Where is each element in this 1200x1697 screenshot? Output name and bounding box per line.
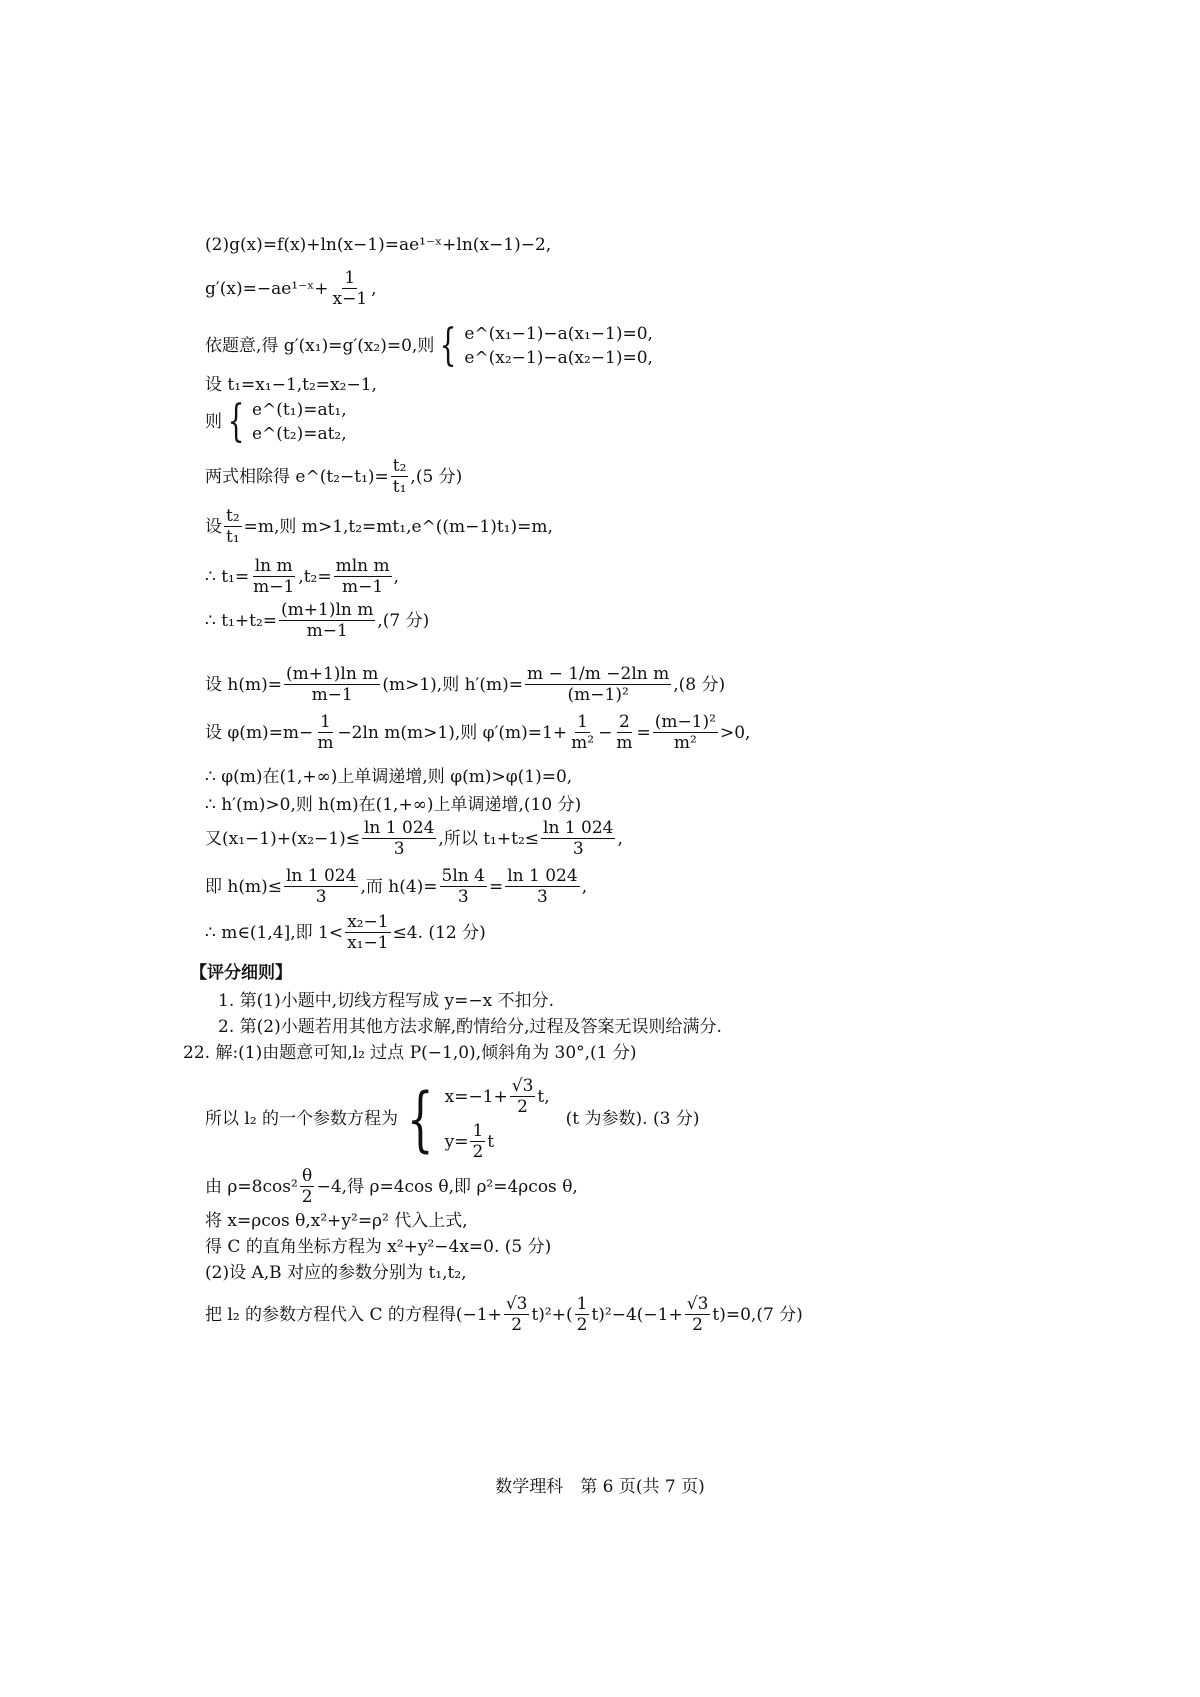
text: t, xyxy=(537,1086,550,1107)
fraction xyxy=(251,556,296,597)
numerator: ln 1 024 xyxy=(543,818,614,838)
line-phi-definition xyxy=(205,712,750,753)
text: t xyxy=(487,1131,495,1152)
scoring-rule-2: 2. 第(2)小题若用其他方法求解,酌情给分,过程及答案无误则给满分. xyxy=(218,1017,722,1037)
numerator: √3 xyxy=(505,1294,528,1314)
denominator: 2 xyxy=(511,1315,523,1335)
line-t-sum xyxy=(205,600,429,641)
line-parametric-equation xyxy=(205,1076,699,1162)
numerator: ln 1 024 xyxy=(285,866,357,886)
denominator: m−1 xyxy=(342,577,384,597)
line-cartesian-equation: 得 C 的直角坐标方程为 x²+y²−4x=0. (5 分) xyxy=(205,1237,552,1257)
denominator: t₁ xyxy=(226,527,240,547)
fraction xyxy=(334,556,392,597)
numerator: ln 1 024 xyxy=(507,866,578,886)
numerator: t₂ xyxy=(392,456,407,476)
line-substitution: 设 t₁=x₁−1,t₂=x₂−1, xyxy=(205,375,377,395)
text: x=−1+ xyxy=(444,1086,508,1107)
text: 设 h(m)= xyxy=(205,674,282,695)
text: ∴ t₁= xyxy=(205,566,250,587)
numerator: 2 xyxy=(618,712,630,732)
text: 则 xyxy=(205,412,222,432)
equation-system xyxy=(252,398,347,446)
numerator: √3 xyxy=(511,1076,534,1096)
numerator: √3 xyxy=(686,1294,709,1314)
fraction xyxy=(331,268,370,309)
text: ∴ t₁+t₂= xyxy=(205,610,278,631)
denominator: m−1 xyxy=(306,621,348,641)
left-brace-icon: { xyxy=(439,320,457,371)
denominator: 3 xyxy=(315,887,327,907)
text: (t 为参数). (3 分) xyxy=(565,1109,700,1129)
denominator: 2 xyxy=(472,1142,484,1162)
numerator: 5ln 4 xyxy=(441,866,485,886)
numerator: 1 xyxy=(344,268,356,288)
text: y= xyxy=(444,1131,469,1152)
fraction xyxy=(525,664,671,705)
text: ,t₂= xyxy=(298,566,332,587)
fraction xyxy=(391,456,409,497)
equation xyxy=(445,1121,550,1162)
numerator: mln m xyxy=(335,556,390,576)
text: 设 φ(m)=m− xyxy=(205,722,314,743)
fraction xyxy=(653,712,718,753)
denominator: m xyxy=(317,733,334,753)
text: ≤4. (12 分) xyxy=(392,922,486,943)
text: 由 ρ=8cos² xyxy=(205,1176,298,1197)
equation: e^(t₂)=at₂, xyxy=(252,424,347,444)
text: =m,则 m>1,t₂=mt₁,e^((m−1)t₁)=m, xyxy=(243,516,553,537)
equation xyxy=(445,1076,550,1117)
line-h-increasing: ∴ h′(m)>0,则 h(m)在(1,+∞)上单调递增,(10 分) xyxy=(205,795,582,815)
line-part-2: (2)设 A,B 对应的参数分别为 t₁,t₂, xyxy=(205,1263,467,1283)
left-brace-icon: { xyxy=(227,396,245,447)
fraction xyxy=(575,1294,590,1335)
text: ,而 h(4)= xyxy=(360,876,438,897)
line-h-definition xyxy=(205,664,725,705)
equation: e^(x₁−1)−a(x₁−1)=0, xyxy=(464,324,653,344)
text: , xyxy=(581,876,588,897)
line-divide xyxy=(205,456,462,497)
line-phi-increasing: ∴ φ(m)在(1,+∞)上单调递增,则 φ(m)>φ(1)=0, xyxy=(205,767,573,787)
fraction xyxy=(345,912,390,953)
denominator: 3 xyxy=(393,839,405,859)
denominator: 2 xyxy=(301,1187,313,1207)
fraction xyxy=(284,664,380,705)
fraction xyxy=(505,866,579,907)
line-substitution-final xyxy=(205,1294,803,1335)
scoring-rule-1: 1. 第(1)小题中,切线方程写成 y=−x 不扣分. xyxy=(218,991,554,1011)
numerator: ln m xyxy=(254,556,293,576)
numerator: (m+1)ln m xyxy=(285,664,379,684)
fraction xyxy=(315,712,335,753)
numerator: (m−1)² xyxy=(654,712,716,732)
denominator: 3 xyxy=(457,887,469,907)
numerator: ln 1 024 xyxy=(363,818,435,838)
line-t-system xyxy=(205,398,347,446)
denominator: x−1 xyxy=(332,289,368,309)
numerator: 1 xyxy=(576,1294,588,1314)
denominator: (m−1)² xyxy=(567,685,629,705)
numerator: x₂−1 xyxy=(347,912,389,932)
text: 两式相除得 e^(t₂−t₁)= xyxy=(205,466,389,487)
fraction xyxy=(284,866,358,907)
question-22-part-1: 22. 解:(1)由题意可知,l₂ 过点 P(−1,0),倾斜角为 30°,(1 分) xyxy=(183,1043,637,1063)
text: −4,得 ρ=4cos θ,即 ρ²=4ρcos θ, xyxy=(316,1176,578,1197)
text: t)²+( xyxy=(531,1304,573,1325)
numerator: (m+1)ln m xyxy=(281,600,374,620)
denominator: m xyxy=(616,733,633,753)
line-g-definition: (2)g(x)=f(x)+ln(x−1)=ae¹⁻ˣ+ln(x−1)−2, xyxy=(205,235,552,255)
line-polar-equation xyxy=(205,1166,578,1207)
text: = xyxy=(488,876,504,897)
text: 所以 l₂ 的一个参数方程为 xyxy=(205,1109,399,1129)
fraction xyxy=(440,866,487,907)
left-brace-icon: { xyxy=(406,1078,434,1160)
text: t)²−4(−1+ xyxy=(591,1304,683,1325)
equation: e^(t₁)=at₁, xyxy=(252,400,347,420)
line-t-values xyxy=(205,556,399,597)
line-conclusion xyxy=(205,912,486,953)
text: 即 h(m)≤ xyxy=(205,876,282,897)
fraction xyxy=(470,1121,485,1162)
fraction xyxy=(685,1294,711,1335)
text: , xyxy=(371,278,377,299)
text: g′(x)=−ae¹⁻ˣ+ xyxy=(205,278,329,299)
fraction xyxy=(279,600,375,641)
line-h-bound xyxy=(205,866,587,907)
numerator: 1 xyxy=(472,1121,484,1141)
equation: e^(x₂−1)−a(x₂−1)=0, xyxy=(464,348,653,368)
equation-system xyxy=(464,322,653,370)
fraction xyxy=(362,818,436,859)
fraction xyxy=(224,506,242,547)
text: >0, xyxy=(719,722,751,743)
numerator: 1 xyxy=(577,712,588,732)
fraction xyxy=(541,818,615,859)
text: ,所以 t₁+t₂≤ xyxy=(438,828,540,849)
text: 把 l₂ 的参数方程代入 C 的方程得(−1+ xyxy=(205,1304,502,1325)
text: 又(x₁−1)+(x₂−1)≤ xyxy=(205,828,360,849)
denominator: m−1 xyxy=(253,577,295,597)
text: = xyxy=(636,722,651,743)
text: ,(8 分) xyxy=(673,674,726,695)
numerator: m − 1/m −2ln m xyxy=(527,664,670,684)
fraction xyxy=(569,712,596,753)
denominator: m−1 xyxy=(311,685,353,705)
equation-system xyxy=(445,1076,550,1162)
denominator: 3 xyxy=(537,887,548,907)
line-set-m xyxy=(205,506,553,547)
denominator: m² xyxy=(571,733,595,753)
text: − xyxy=(598,722,613,743)
line-g-derivative xyxy=(205,268,377,309)
text: −2ln m(m>1),则 φ′(m)=1+ xyxy=(337,722,568,743)
denominator: 2 xyxy=(517,1097,528,1117)
line-substitute-polar: 将 x=ρcos θ,x²+y²=ρ² 代入上式, xyxy=(205,1211,468,1231)
text: ∴ m∈(1,4],即 1< xyxy=(205,922,344,943)
denominator: 2 xyxy=(692,1315,703,1335)
text: t)=0,(7 分) xyxy=(712,1304,803,1325)
denominator: 3 xyxy=(572,839,584,859)
fraction xyxy=(504,1294,530,1335)
line-bound xyxy=(205,818,623,859)
denominator: m² xyxy=(673,733,697,753)
fraction xyxy=(510,1076,536,1117)
text: ,(5 分) xyxy=(410,466,463,487)
fraction xyxy=(614,712,634,753)
page-footer: 数学理科 第 6 页(共 7 页) xyxy=(495,1477,705,1497)
denominator: t₁ xyxy=(392,477,407,497)
text: , xyxy=(393,566,400,587)
denominator: x₁−1 xyxy=(347,933,389,953)
fraction xyxy=(300,1166,315,1207)
numerator: 1 xyxy=(319,712,331,732)
text: 依题意,得 g′(x₁)=g′(x₂)=0,则 xyxy=(205,336,435,356)
text: (m>1),则 h′(m)= xyxy=(382,674,524,695)
section-heading-scoring: 【评分细则】 xyxy=(190,963,292,983)
text: ,(7 分) xyxy=(377,610,430,631)
numerator: θ xyxy=(302,1166,313,1186)
denominator: 2 xyxy=(576,1315,588,1335)
line-condition-system xyxy=(205,322,653,370)
text: 设 xyxy=(205,516,222,537)
numerator: t₂ xyxy=(226,506,240,526)
text: , xyxy=(617,828,623,849)
